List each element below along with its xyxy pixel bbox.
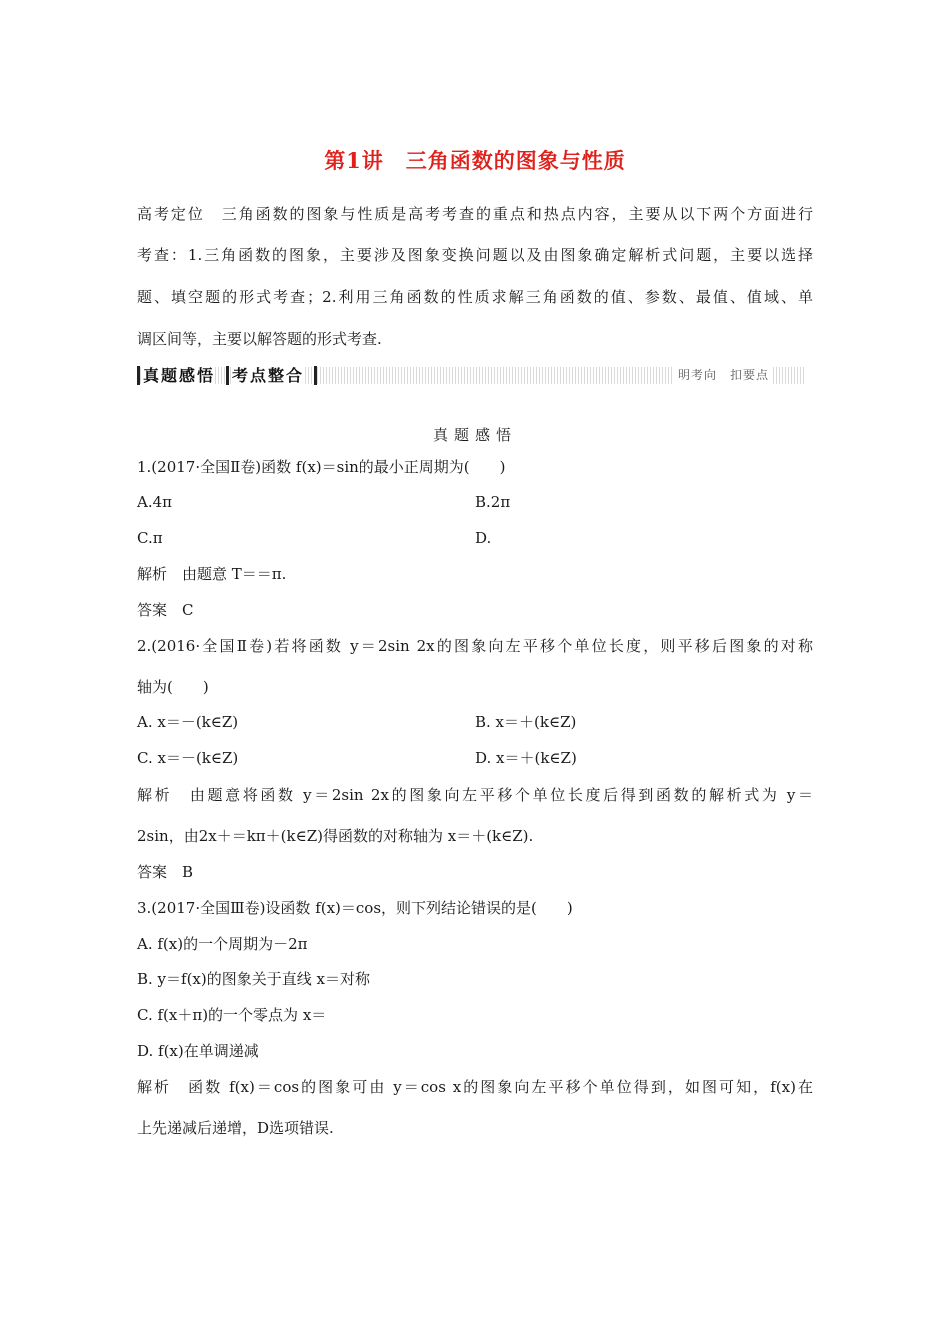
q2-option-a: A. x＝－(k∈Z) — [137, 713, 239, 731]
q1-option-b: B.2π — [475, 493, 511, 511]
q3-solution-line-2: 上先递减后递增，D选项错误. — [137, 1119, 334, 1137]
q1-answer: 答案 C — [137, 601, 194, 619]
q2-solution-line-2: 2sin，由2x＋＝kπ＋(k∈Z)得函数的对称轴为 x＝＋(k∈Z). — [137, 827, 534, 845]
q2-option-d: D. x＝＋(k∈Z) — [475, 749, 577, 767]
q2-stem-line-2: 轴为( ) — [137, 678, 209, 696]
banner-right-label: 明考向 扣要点 — [674, 366, 773, 385]
q1-option-d: D. — [475, 529, 492, 547]
q2-option-b: B. x＝＋(k∈Z) — [475, 713, 577, 731]
q2-solution-line-1: 解析 由题意将函数 y＝2sin 2x的图象向左平移个单位长度后得到函数的解析式为 y＝ — [137, 786, 813, 804]
q1-option-c: C.π — [137, 529, 163, 547]
q2-stem-line-1: 2.(2016·全国Ⅱ卷)若将函数 y＝2sin 2x的图象向左平移个单位长度，则平移后图象的对称 — [137, 637, 813, 655]
intro-line-4: 调区间等，主要以解答题的形式考查. — [137, 330, 382, 348]
banner-label-zhenti: 真题感悟 — [143, 366, 216, 385]
q3-option-b: B. y＝f(x)的图象关于直线 x＝对称 — [137, 970, 370, 988]
q3-solution-line-1: 解析 函数 f(x)＝cos的图象可由 y＝cos x的图象向左平移个单位得到，如图可知，f(x)在 — [137, 1078, 813, 1096]
q1-stem: 1.(2017·全国Ⅱ卷)函数 f(x)＝sin的最小正周期为( ) — [137, 458, 506, 476]
q1-option-a: A.4π — [137, 493, 173, 511]
intro-line-1: 高考定位 三角函数的图象与性质是高考考查的重点和热点内容，主要从以下两个方面进行 — [137, 205, 813, 223]
q2-answer: 答案 B — [137, 863, 194, 881]
banner-divider — [226, 366, 229, 385]
intro-line-3: 题、填空题的形式考查；2.利用三角函数的性质求解三角函数的值、参数、最值、值域、单 — [137, 288, 813, 306]
page-title: 第1讲 三角函数的图象与性质 — [324, 148, 626, 173]
q3-option-d: D. f(x)在单调递减 — [137, 1042, 259, 1060]
q3-option-a: A. f(x)的一个周期为－2π — [137, 935, 308, 953]
section-banner — [137, 365, 805, 386]
q2-option-c: C. x＝－(k∈Z) — [137, 749, 239, 767]
q3-stem: 3.(2017·全国Ⅲ卷)设函数 f(x)＝cos，则下列结论错误的是( ) — [137, 899, 573, 917]
banner-divider — [314, 366, 317, 385]
q3-option-c: C. f(x＋π)的一个零点为 x＝ — [137, 1006, 327, 1024]
banner-divider — [137, 366, 140, 385]
q1-solution: 解析 由题意 T＝＝π. — [137, 565, 287, 583]
section-title: 真题感悟 — [432, 426, 517, 444]
intro-line-2: 考查：1.三角函数的图象，主要涉及图象变换问题以及由图象确定解析式问题，主要以选择 — [137, 246, 813, 264]
banner-label-kaodian: 考点整合 — [232, 366, 305, 385]
